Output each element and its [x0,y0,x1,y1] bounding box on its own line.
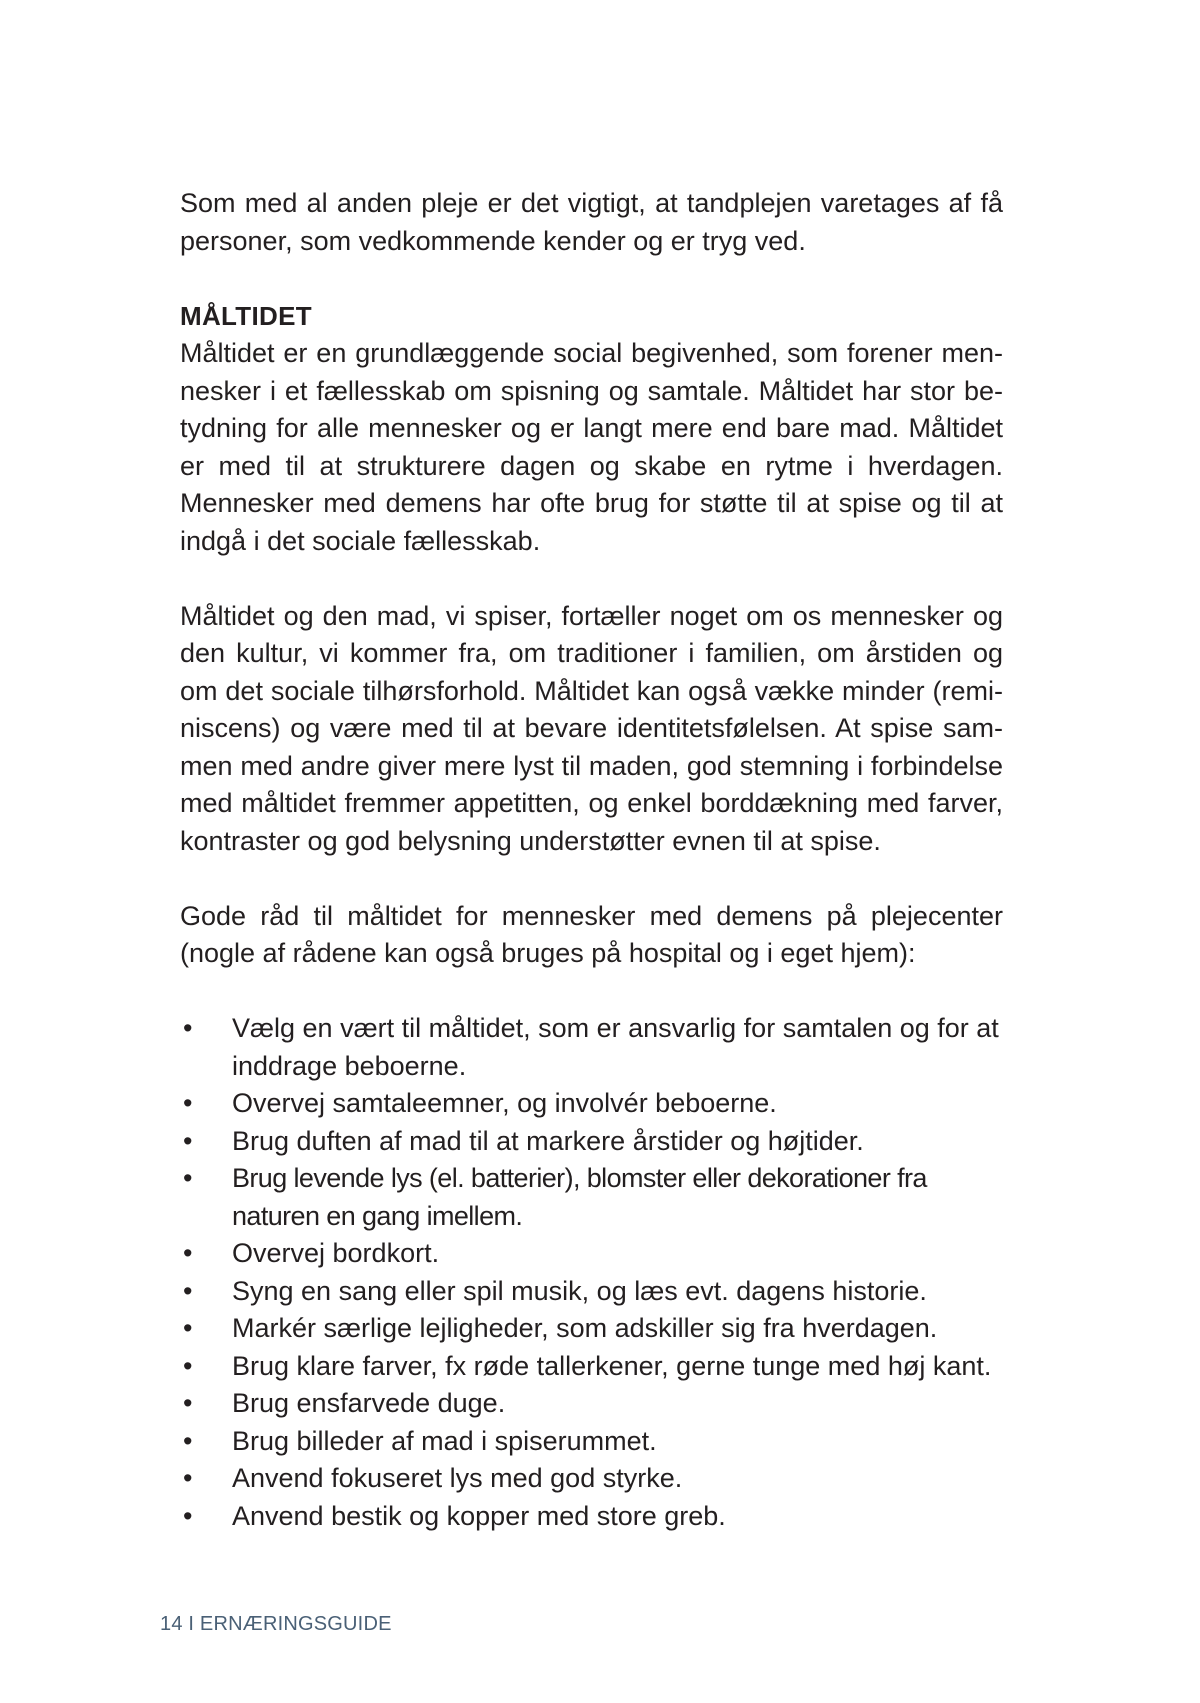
bullet-icon: • [183,1088,193,1118]
list-item [180,1498,1003,1536]
list-item-text: Brug ensfarvede duge. [232,1388,506,1418]
list-item-text: Anvend fokuseret lys med god styrke. [232,1463,683,1493]
bullet-icon: • [183,1463,193,1493]
list-item [180,1310,1003,1348]
list-item [180,1273,1003,1311]
advice-list [180,1010,1003,1535]
list-item-text: Overvej samtaleemner, og involvér beboerne. [232,1088,777,1118]
intro-paragraph: Som med al anden pleje er det vigtigt, at tandplejen varetages af få personer, som vedkommende kender og er tryg ved. [180,188,1003,256]
advice-intro-paragraph: Gode råd til måltidet for mennesker med demens på plejecenter (nogle af rådene kan også bruges på hospital og i eget hjem): [180,900,1003,968]
bullet-icon: • [183,1425,193,1456]
list-item [180,1085,1003,1123]
list-item-text: Brug billeder af mad i spiserummet. [232,1425,657,1456]
bullet-icon: • [183,1013,193,1043]
list-item [180,1348,1003,1386]
list-item-text: Brug duften af mad til at markere årstider og højtider. [232,1125,864,1156]
bullet-icon: • [183,1275,193,1306]
list-item [180,1123,1003,1161]
bullet-icon: • [183,1388,193,1418]
meal-paragraph-2: Måltidet og den mad, vi spiser, fortæller noget om os mennesker og den kultur, vi kommer fra, om traditioner i familien, om årstiden og om det sociale tilhørsforhold. Måltidet kan også vække minder (reminiscens) og være med til at bevare identitetsfølelsen. At spise sammen med andre giver mere lyst til maden, god stemning i forbindelse med måltidet fremmer appetitten, og enkel borddækning med farver, kontraster og god belysning understøtter evnen til at spise. [180,600,1003,856]
list-item [180,1423,1003,1461]
list-item-text: Anvend bestik og kopper med store greb. [232,1500,726,1531]
page-footer: 14 I ERNÆRINGSGUIDE [160,1613,392,1635]
list-item-text: Brug klare farver, fx røde tallerkener, gerne tunge med høj kant. [232,1350,992,1381]
list-item-text: Syng en sang eller spil musik, og læs evt. dagens historie. [232,1275,927,1306]
list-item-text: Markér særlige lejligheder, som adskiller sig fra hverdagen. [232,1313,938,1343]
list-item [180,1160,1003,1235]
list-item-text: Brug levende lys (el. batterier), blomster eller dekorationer fra naturen en gang imellem. [232,1163,927,1231]
list-item-text: Vælg en vært til måltidet, som er ansvarlig for samtalen og for at inddrage beboerne. [232,1013,999,1081]
bullet-icon: • [183,1125,193,1156]
list-item-text: Overvej bordkort. [232,1238,440,1268]
list-item [180,1460,1003,1498]
bullet-icon: • [183,1313,193,1343]
bullet-icon: • [183,1500,193,1531]
page-content [180,185,1003,1535]
bullet-icon: • [183,1238,193,1268]
bullet-icon: • [183,1163,193,1193]
list-item [180,1235,1003,1273]
section-heading: MÅLTIDET [180,300,312,331]
meal-paragraph-1: Måltidet er en grundlæggende social begivenhed, som forener mennesker i et fællesskab om spisning og samtale. Måltidet har stor betydning for alle mennesker og er langt mere end bare mad. Måltidet er med til at strukturere dagen og skabe en rytme i hverdagen. Mennesker med demens har ofte brug for støtte til at spise og til at indgå i det sociale fællesskab. [180,338,1003,556]
list-item [180,1010,1003,1085]
bullet-icon: • [183,1350,193,1381]
list-item [180,1385,1003,1423]
